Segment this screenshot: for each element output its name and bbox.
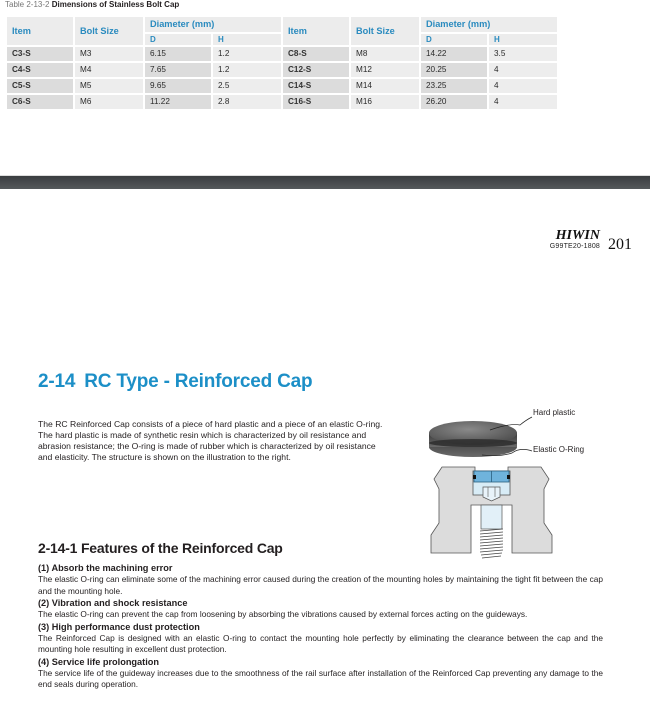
cell-d: 23.25: [421, 79, 487, 93]
header-diameter: Diameter (mm): [145, 17, 281, 32]
cell-d: 7.65: [145, 63, 211, 77]
table-caption-number: Table 2-13-2: [5, 0, 50, 9]
cell-bolt-size: M5: [75, 79, 143, 93]
feature-text: The elastic O-ring can prevent the cap from loosening by absorbing the vibrations caused by external forces acting on the guideways.: [38, 609, 528, 619]
feature-heading: (4) Service life prolongation: [38, 656, 159, 667]
cell-h: 4: [489, 95, 557, 109]
feature-item: [38, 562, 603, 597]
intro-text: [38, 419, 388, 463]
page-separator-band: [0, 175, 650, 189]
hard-plastic-cap-icon: [429, 421, 517, 457]
cell-bolt-size: M12: [351, 63, 419, 77]
feature-text: The Reinforced Cap is designed with an elastic O-ring to contact the mounting hole perfectly by eliminating the clearance between the cap and the mounting hole resulting in excellent dust protection.: [38, 632, 603, 654]
label-elastic-oring: Elastic O-Ring: [533, 445, 585, 454]
cell-h: 4: [489, 63, 557, 77]
page-number: 201: [608, 236, 632, 253]
document-code: G99TE20-1808: [549, 243, 600, 250]
table-row: [7, 95, 557, 109]
cell-d: 9.65: [145, 79, 211, 93]
feature-item: [38, 656, 603, 691]
cell-d: 6.15: [145, 47, 211, 61]
reinforced-cap-illustration: [420, 395, 650, 570]
feature-heading: (3) High performance dust protection: [38, 621, 200, 632]
cell-bolt-size: M6: [75, 95, 143, 109]
subsection-title: 2-14-1 Features of the Reinforced Cap: [38, 540, 283, 556]
header-h: H: [489, 34, 557, 45]
section-number: 2-14: [38, 371, 76, 392]
cell-h: 3.5: [489, 47, 557, 61]
cell-bolt-size: M16: [351, 95, 419, 109]
feature-text: The elastic O-ring can eliminate some of the machining error caused during the creation of the mounting holes by maintaining the tight fit between the cap and the mounting hole.: [38, 574, 603, 596]
cell-item: C3-S: [7, 47, 73, 61]
cell-item: C5-S: [7, 79, 73, 93]
header-h: H: [213, 34, 281, 45]
feature-item: [38, 621, 603, 656]
cell-item: C8-S: [283, 47, 349, 61]
cell-d: 20.25: [421, 63, 487, 77]
feature-text: The service life of the guideway increases due to the smoothness of the rail surface after installation of the Reinforced Cap preventing any damage to the end seals during operation.: [38, 667, 603, 689]
brand-logo: HIWIN: [555, 228, 600, 243]
rail-cross-section-icon: [431, 467, 552, 558]
bolt-cap-dimensions-table: [5, 15, 559, 111]
bolt-thread-icon: [480, 529, 503, 558]
table-header-row: [7, 17, 557, 32]
intro-paragraph: The hard plastic is made of synthetic resin which is characterized by oil resistance and abrasion resistance; the O-ring is made of rubber which is characterized by oil resistance and elasticity. The structure is shown on the illustration to the right.: [38, 430, 376, 462]
header-item: Item: [7, 17, 73, 45]
cell-h: 2.8: [213, 95, 281, 109]
feature-item: [38, 597, 603, 621]
cell-item: C14-S: [283, 79, 349, 93]
section-title-text: RC Type - Reinforced Cap: [84, 371, 313, 392]
feature-heading: (2) Vibration and shock resistance: [38, 598, 188, 608]
feature-heading: (1) Absorb the machining error: [38, 563, 173, 573]
header-d: D: [421, 34, 487, 45]
header-bolt-size: Bolt Size: [351, 17, 419, 45]
table-row: [7, 79, 557, 93]
cell-item: C4-S: [7, 63, 73, 77]
cell-h: 2.5: [213, 79, 281, 93]
header-bolt-size: Bolt Size: [75, 17, 143, 45]
intro-paragraph: The RC Reinforced Cap consists of a piece of hard plastic and a piece of an elastic O-ring.: [38, 419, 383, 429]
cell-bolt-size: M3: [75, 47, 143, 61]
cell-bolt-size: M8: [351, 47, 419, 61]
label-hard-plastic: Hard plastic: [533, 408, 576, 417]
table-caption: [5, 0, 179, 10]
cell-d: 26.20: [421, 95, 487, 109]
table-caption-title: Dimensions of Stainless Bolt Cap: [51, 0, 180, 9]
o-ring-icon: [429, 439, 517, 447]
header-d: D: [145, 34, 211, 45]
cell-d: 14.22: [421, 47, 487, 61]
cell-bolt-size: M14: [351, 79, 419, 93]
cell-h: 1.2: [213, 47, 281, 61]
cell-h: 4: [489, 79, 557, 93]
features-list: [38, 562, 603, 691]
header-item: Item: [283, 17, 349, 45]
cell-item: C12-S: [283, 63, 349, 77]
table-row: [7, 47, 557, 61]
table-row: [7, 63, 557, 77]
section-title: [38, 371, 312, 393]
cell-bolt-size: M4: [75, 63, 143, 77]
cell-item: C16-S: [283, 95, 349, 109]
brand-block: [550, 230, 600, 251]
cell-h: 1.2: [213, 63, 281, 77]
header-diameter: Diameter (mm): [421, 17, 557, 32]
cap-structure-diagram-icon: [420, 395, 650, 570]
cell-d: 11.22: [145, 95, 211, 109]
cell-item: C6-S: [7, 95, 73, 109]
